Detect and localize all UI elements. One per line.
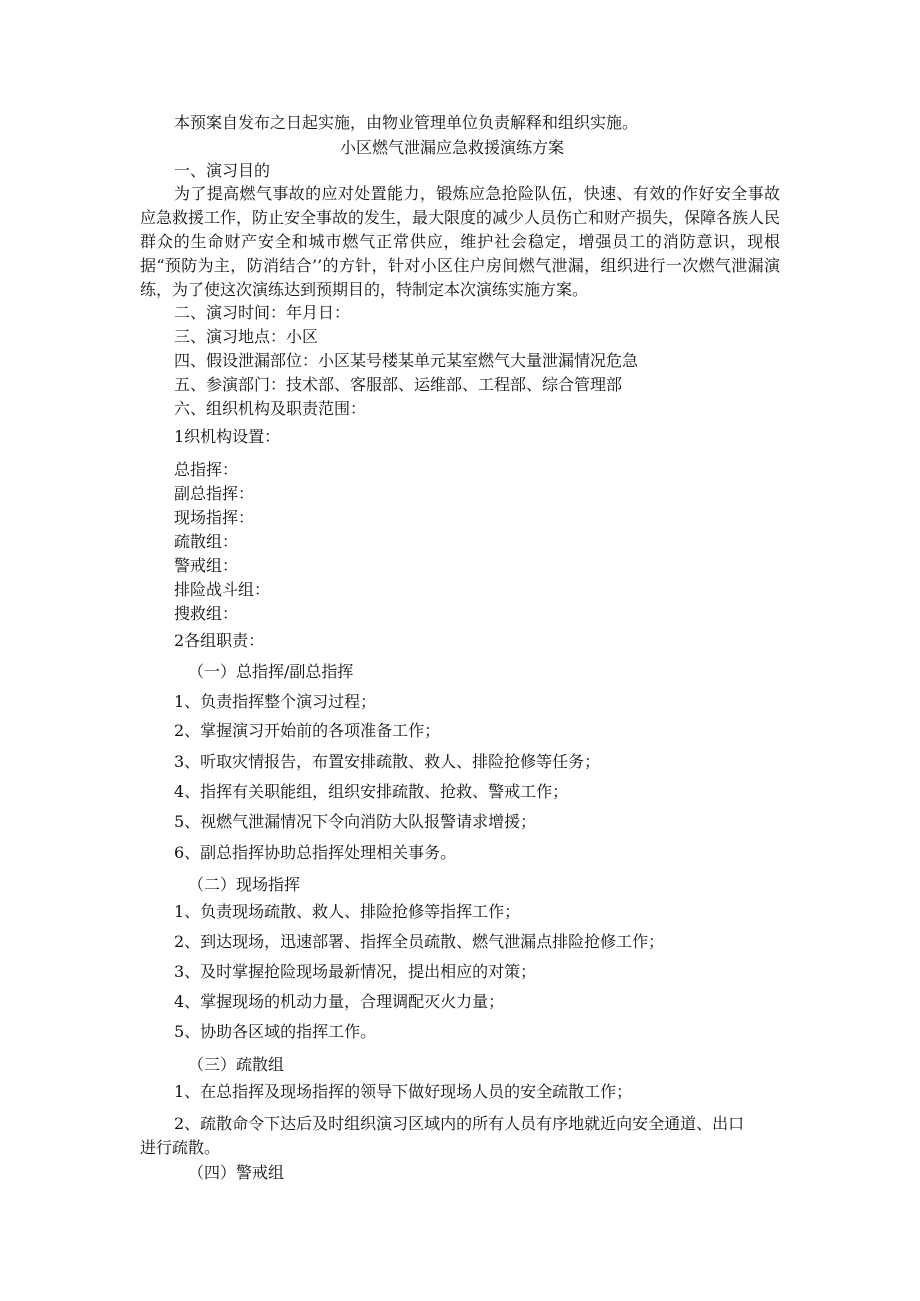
section-heading-4: 四、假设泄漏部位：小区某号楼某单元某室燃气大量泄漏情况危急: [174, 351, 639, 370]
group-3-item: 1、在总指挥及现场指挥的领导下做好现场人员的安全疏散工作；: [174, 1082, 633, 1101]
section-heading-1: 一、演习目的: [174, 161, 271, 180]
group-1-heading: （一）总指挥/副总指挥: [188, 662, 354, 681]
group-2-heading: （二）现场指挥: [188, 875, 301, 894]
role-line: 疏散组：: [174, 532, 239, 551]
group-1-item: 5、视燃气泄漏情况下令向消防大队报警请求增援；: [174, 812, 537, 831]
section-1-paragraph: 为了提高燃气事故的应对处置能力，锻炼应急抢险队伍，快速、有效的作好安全事故应急救援工作，防止安全事故的发生，最大限度的减少人员伤亡和财产损失，保障各族人民群众的生命财产安全和城市燃气正常供应，维护社会稳定，增强员工的消防意识，现根据“预防为主，防消结合’’的方针，针对小区住户房间燃气泄漏，组织进行一次燃气泄漏演练，为了使这次演练达到预期目的，特制定本次演练实施方案。: [140, 184, 781, 299]
group-1-item: 2、掌握演习开始前的各项准备工作；: [174, 721, 441, 740]
role-line: 警戒组：: [174, 556, 239, 575]
section-heading-3: 三、演习地点：小区: [174, 327, 319, 346]
role-line: 排险战斗组：: [174, 580, 271, 599]
duties-heading: 2各组职责：: [174, 631, 265, 650]
role-line: 总指挥：: [174, 460, 239, 479]
section-heading-6: 六、组织机构及职责范围：: [174, 399, 367, 418]
group-2-item: 2、到达现场，迅速部署、指挥全员疏散、燃气泄漏点排险抢修工作；: [174, 932, 665, 951]
org-setup-heading: 1织机构设置：: [174, 427, 281, 446]
role-line: 副总指挥：: [174, 484, 255, 503]
group-3-item: 2、疏散命令下达后及时组织演习区域内的所有人员有序地就近向安全通道、出口: [174, 1114, 745, 1133]
page-title: 小区燃气泄漏应急救援演练方案: [340, 138, 565, 157]
group-4-heading: （四）警戒组: [188, 1163, 285, 1182]
section-heading-5: 五、参演部门：技术部、客服部、运维部、工程部、综合管理部: [174, 375, 623, 394]
group-3-item-continued: 进行疏散。: [140, 1138, 221, 1157]
group-1-item: 6、副总指挥协助总指挥处理相关事务。: [174, 843, 457, 862]
group-1-item: 1、负责指挥整个演习过程；: [174, 692, 377, 711]
group-2-item: 5、协助各区域的指挥工作。: [174, 1022, 377, 1041]
group-1-item: 4、指挥有关职能组，组织安排疏散、抢救、警戒工作；: [174, 782, 569, 801]
section-heading-2: 二、演习时间：年月日：: [174, 303, 351, 322]
group-3-heading: （三）疏散组: [188, 1055, 285, 1074]
role-line: 搜救组：: [174, 604, 239, 623]
group-2-item: 3、及时掌握抢险现场最新情况，提出相应的对策；: [174, 962, 537, 981]
group-2-item: 1、负责现场疏散、救人、排险抢修等指挥工作；: [174, 902, 521, 921]
intro-line: 本预案自发布之日起实施，由物业管理单位负责解释和组织实施。: [174, 113, 639, 132]
role-line: 现场指挥：: [174, 508, 255, 527]
group-2-item: 4、掌握现场的机动力量，合理调配灭火力量；: [174, 992, 505, 1011]
group-1-item: 3、听取灾情报告，布置安排疏散、救人、排险抢修等任务；: [174, 752, 601, 771]
